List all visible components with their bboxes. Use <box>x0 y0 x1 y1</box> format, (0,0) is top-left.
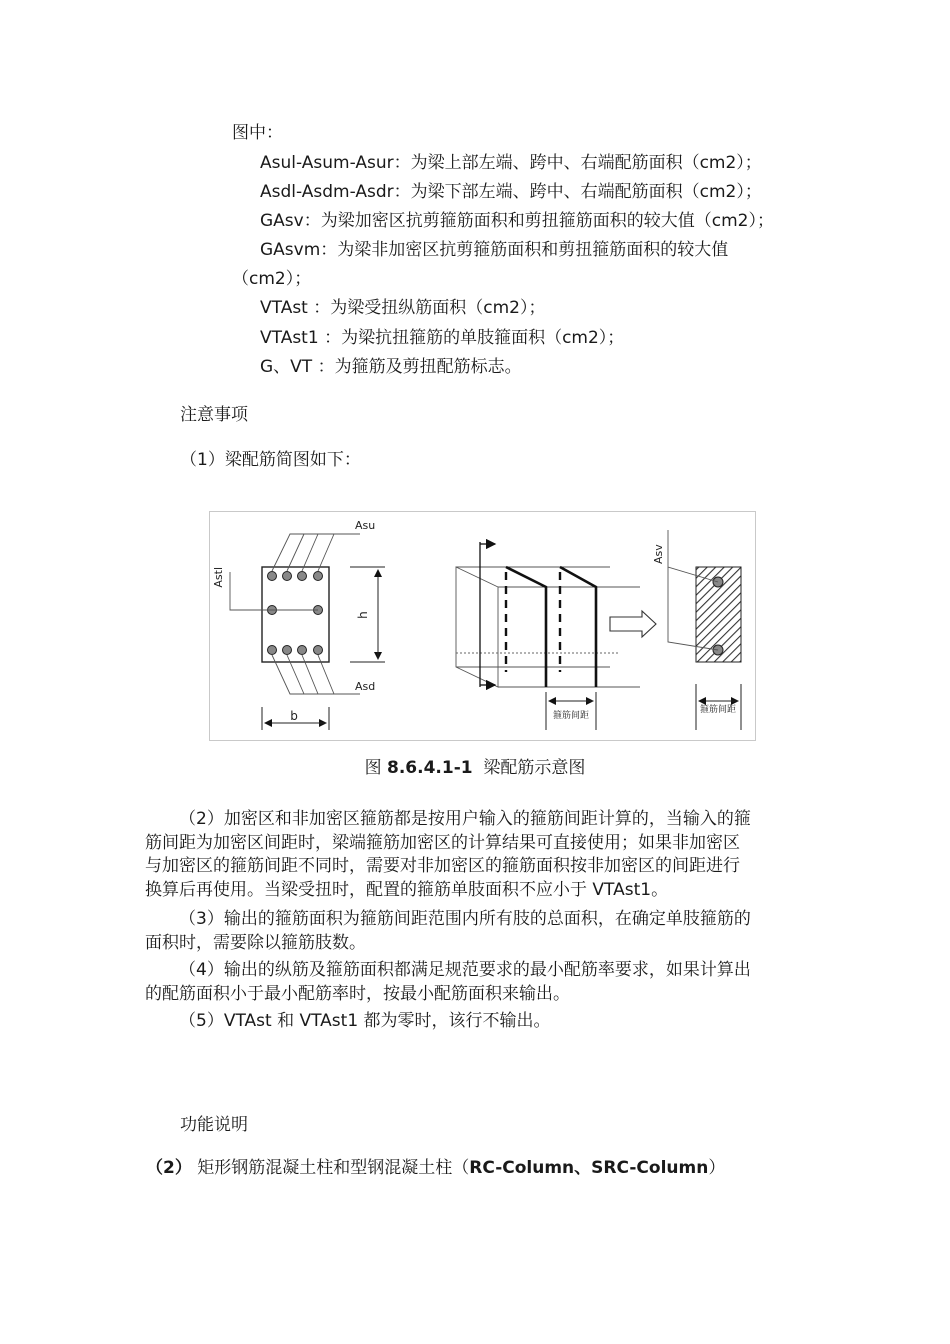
legend-item: GAsvm：为梁非加密区抗剪箍筋面积和剪扭箍筋面积的较大值 <box>260 240 729 260</box>
legend-item: VTAst1 ：为梁抗扭箍筋的单肢箍面积（cm2）； <box>260 328 625 348</box>
section-title-post: ） <box>708 1158 726 1178</box>
paragraph-2 <box>145 808 817 902</box>
asu-leaders <box>272 534 360 571</box>
paragraph-line: （3）输出的箍筋面积为箍筋间距范围内所有肢的总面积，在确定单肢箍筋的 <box>179 909 751 929</box>
legend-heading: 图中： <box>232 123 283 143</box>
paragraph-3 <box>145 908 817 955</box>
section-cut <box>480 542 495 687</box>
section-number: （2） <box>146 1158 192 1178</box>
top-bars <box>268 572 323 581</box>
paragraph-line: 筋间距为加密区间距时，梁端箍筋加密区的计算结果可直接使用；如果非加密区 <box>145 832 740 853</box>
section-title-pre: 矩形钢筋混凝土柱和型钢混凝土柱（ <box>191 1158 470 1178</box>
transform-arrow <box>610 611 656 637</box>
paragraph-line: 的配筋面积小于最小配筋率时，按最小配筋面积来输出。 <box>145 983 570 1004</box>
paragraph-line: 换算后再使用。当梁受扭时，配置的箍筋单肢面积不应小于 VTAst1。 <box>145 879 669 900</box>
astl-label: Astl <box>212 567 225 588</box>
legend-item: Asul-Asum-Asur：为梁上部左端、跨中、右端配筋面积（cm2）； <box>260 153 762 173</box>
asd-leaders <box>272 655 360 694</box>
notes-heading: 注意事项 <box>180 405 248 425</box>
spacing-label-2: 箍筋间距 <box>699 705 737 715</box>
note-1: （1）梁配筋简图如下： <box>180 450 361 470</box>
b-label: b <box>290 709 298 723</box>
caption-title: 梁配筋示意图 <box>472 758 586 778</box>
legend-item: （cm2）； <box>232 269 312 289</box>
asu-label: Asu <box>355 519 376 532</box>
paragraph-line: （4）输出的纵筋及箍筋面积都满足规范要求的最小配筋率要求，如果计算出 <box>179 960 751 980</box>
legend-item: VTAst ：为梁受扭纵筋面积（cm2）； <box>260 298 546 318</box>
paragraph-line: （5）VTAst 和 VTAst1 都为零时，该行不输出。 <box>179 1011 551 1031</box>
beam-reinforcement-figure <box>209 511 756 741</box>
stirrups <box>506 567 596 687</box>
legend-item: G、VT ：为箍筋及剪扭配筋标志。 <box>260 357 522 377</box>
paragraph-line: （2）加密区和非加密区箍筋都是按用户输入的箍筋间距计算的，当输入的箍 <box>179 809 751 829</box>
h-label: h <box>356 611 370 619</box>
paragraph-4 <box>145 959 817 1006</box>
paragraph-5 <box>145 1010 817 1034</box>
spacing-label-1: 箍筋间距 <box>552 711 590 721</box>
paragraph-line: 面积时，需要除以箍筋肢数。 <box>145 932 366 953</box>
bottom-bars <box>268 646 323 655</box>
caption-prefix: 图 <box>364 758 387 778</box>
paragraph-line: 与加密区的箍筋间距不同时，需要对非加密区的箍筋面积按非加密区的间距进行 <box>145 856 740 876</box>
asd-label: Asd <box>355 680 376 693</box>
function-heading: 功能说明 <box>180 1115 248 1135</box>
beam-diagram <box>210 512 755 740</box>
asv-label: Asv <box>652 544 665 564</box>
legend-item: Asdl-Asdm-Asdr：为梁下部左端、跨中、右端配筋面积（cm2）； <box>260 182 762 202</box>
legend-item: GAsv：为梁加密区抗剪箍筋面积和剪扭箍筋面积的较大值（cm2）； <box>260 211 774 231</box>
section-heading <box>146 1157 725 1179</box>
figure-caption <box>0 753 950 778</box>
caption-number: 8.6.4.1-1 <box>387 758 473 778</box>
section-title-bold: RC-Column、SRC-Column <box>469 1158 709 1178</box>
